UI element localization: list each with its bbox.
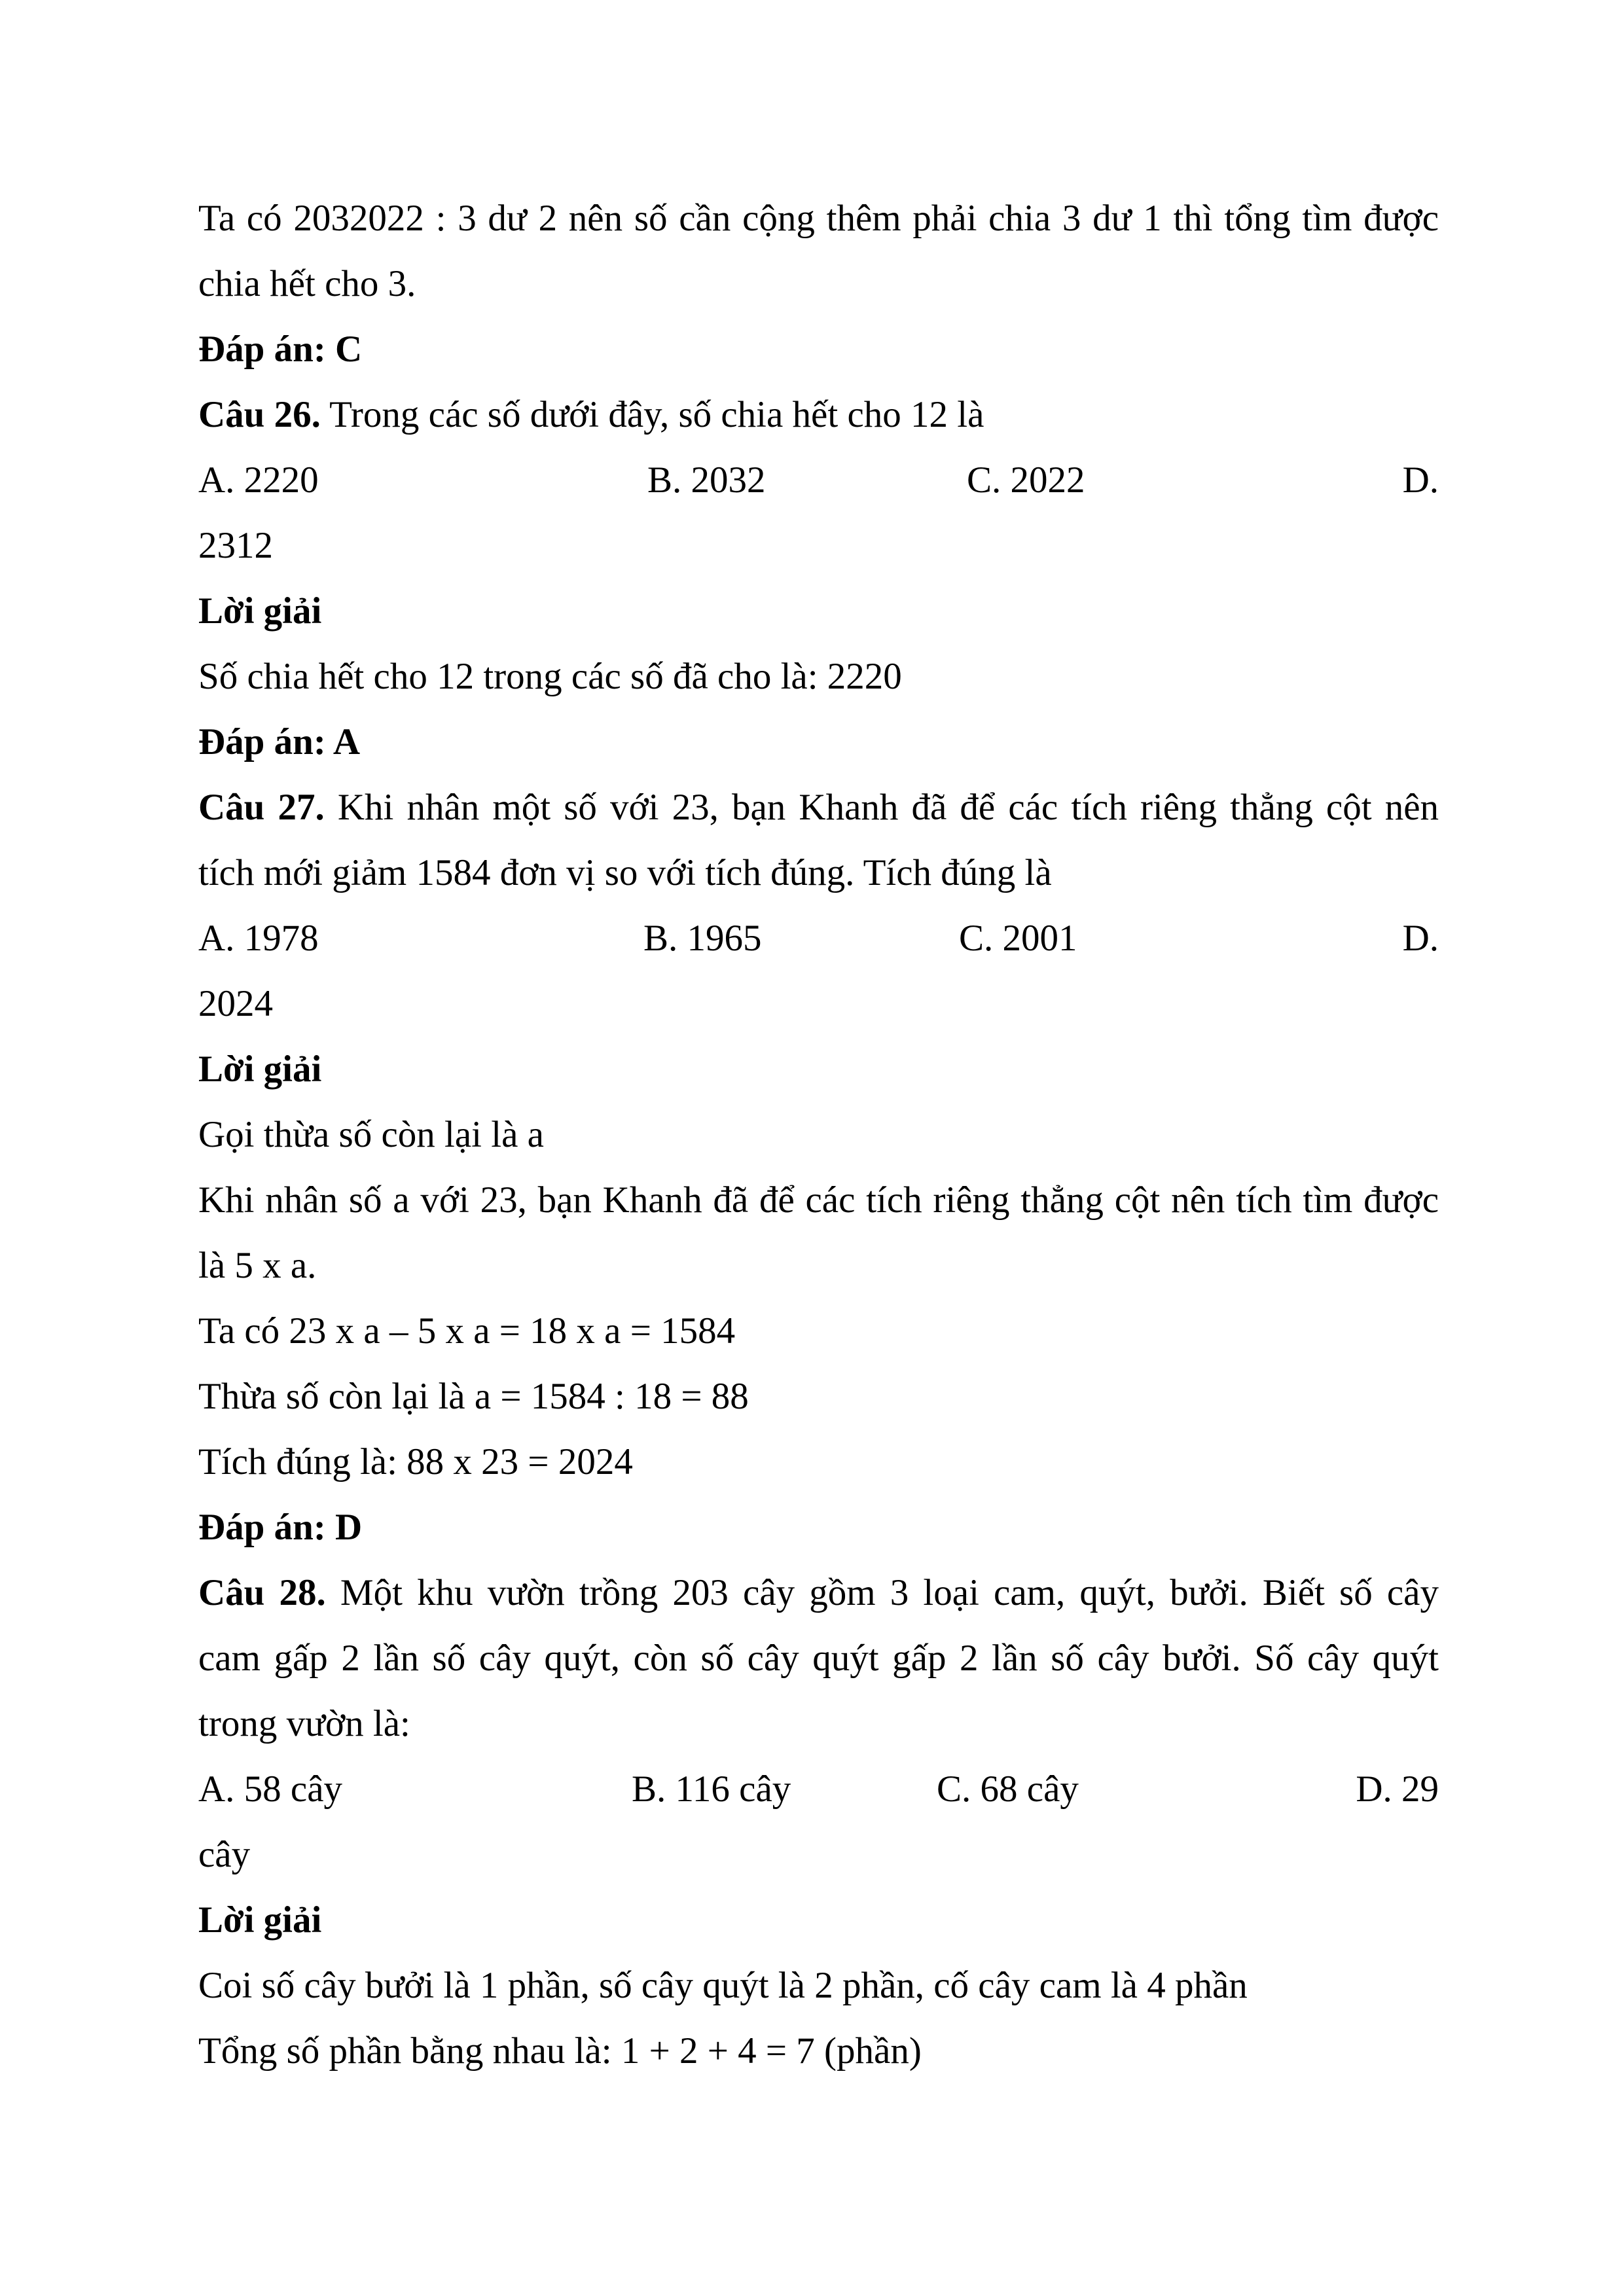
- q28-option-d-value: cây: [198, 1834, 251, 1875]
- q27-answer: Đáp án: D: [198, 1507, 363, 1548]
- q26-option-b: B. 2032: [647, 459, 766, 501]
- q28-options: [198, 1763, 1439, 1816]
- q27-question-line-1: [198, 781, 1439, 834]
- q27-solution-line-6: Tích đúng là: 88 x 23 = 2024: [198, 1441, 633, 1482]
- q28-label: Câu 28.: [198, 1572, 326, 1613]
- q27-option-c: C. 2001: [959, 918, 1077, 959]
- q26-solution-title: Lời giải: [198, 590, 322, 632]
- q27-solution-line-2: Khi nhân số a với 23, bạn Khanh đã để các tích riêng thẳng cột nên tích tìm được: [198, 1179, 1439, 1221]
- q27-solution-line-1: Gọi thừa số còn lại là a: [198, 1114, 544, 1155]
- q26-option-d: D.: [1402, 459, 1439, 501]
- q28-text-1: Một khu vườn trồng 203 cây gồm 3 loại cam, quýt, bưởi. Biết số cây: [325, 1572, 1439, 1613]
- intro-line-2: chia hết cho 3.: [198, 263, 416, 304]
- q27-solution-line-3: là 5 x a.: [198, 1245, 317, 1286]
- q28-solution-title: Lời giải: [198, 1899, 322, 1941]
- q27-option-d-value: 2024: [198, 983, 273, 1024]
- q26-solution-line-1: Số chia hết cho 12 trong các số đã cho là: 2220: [198, 656, 902, 697]
- q26-question: [198, 389, 1439, 441]
- intro-line-1: Ta có 2032022 : 3 dư 2 nên số cần cộng thêm phải chia 3 dư 1 thì tổng tìm được: [198, 198, 1439, 239]
- q26-label: Câu 26.: [198, 394, 321, 435]
- q28-option-b: B. 116 cây: [632, 1768, 791, 1810]
- q26-options: [198, 454, 1439, 507]
- q26-answer: Đáp án: A: [198, 721, 361, 762]
- q27-solution-line-5: Thừa số còn lại là a = 1584 : 18 = 88: [198, 1376, 749, 1417]
- q28-question-line-1: [198, 1567, 1439, 1619]
- q27-question-line-2: tích mới giảm 1584 đơn vị so với tích đúng. Tích đúng là: [198, 852, 1052, 893]
- q28-option-d: D. 29: [1356, 1768, 1439, 1810]
- q27-label: Câu 27.: [198, 787, 325, 828]
- q27-text-1: Khi nhân một số với 23, bạn Khanh đã để các tích riêng thẳng cột nên: [324, 787, 1439, 828]
- q28-solution-line-2: Tổng số phần bằng nhau là: 1 + 2 + 4 = 7 (phần): [198, 2030, 922, 2072]
- q28-option-a: A. 58 cây: [198, 1768, 343, 1810]
- q27-solution-line-4: Ta có 23 x a – 5 x a = 18 x a = 1584: [198, 1310, 736, 1352]
- q26-text: Trong các số dưới đây, số chia hết cho 12 là: [320, 394, 984, 435]
- q28-question-line-3: trong vườn là:: [198, 1703, 410, 1744]
- q27-option-b: B. 1965: [643, 918, 762, 959]
- q27-option-a: A. 1978: [198, 918, 319, 959]
- q27-option-d: D.: [1402, 918, 1439, 959]
- q26-option-a: A. 2220: [198, 459, 319, 501]
- intro-answer: Đáp án: C: [198, 329, 363, 370]
- q28-solution-line-1: Coi số cây bưởi là 1 phần, số cây quýt là 2 phần, cố cây cam là 4 phần: [198, 1965, 1248, 2006]
- q28-question-line-2: cam gấp 2 lần số cây quýt, còn số cây quýt gấp 2 lần số cây bưởi. Số cây quýt: [198, 1638, 1439, 1679]
- q27-options: [198, 912, 1439, 965]
- q28-option-c: C. 68 cây: [937, 1768, 1079, 1810]
- q27-solution-title: Lời giải: [198, 1049, 322, 1090]
- q26-option-d-value: 2312: [198, 525, 273, 566]
- q26-option-c: C. 2022: [967, 459, 1085, 501]
